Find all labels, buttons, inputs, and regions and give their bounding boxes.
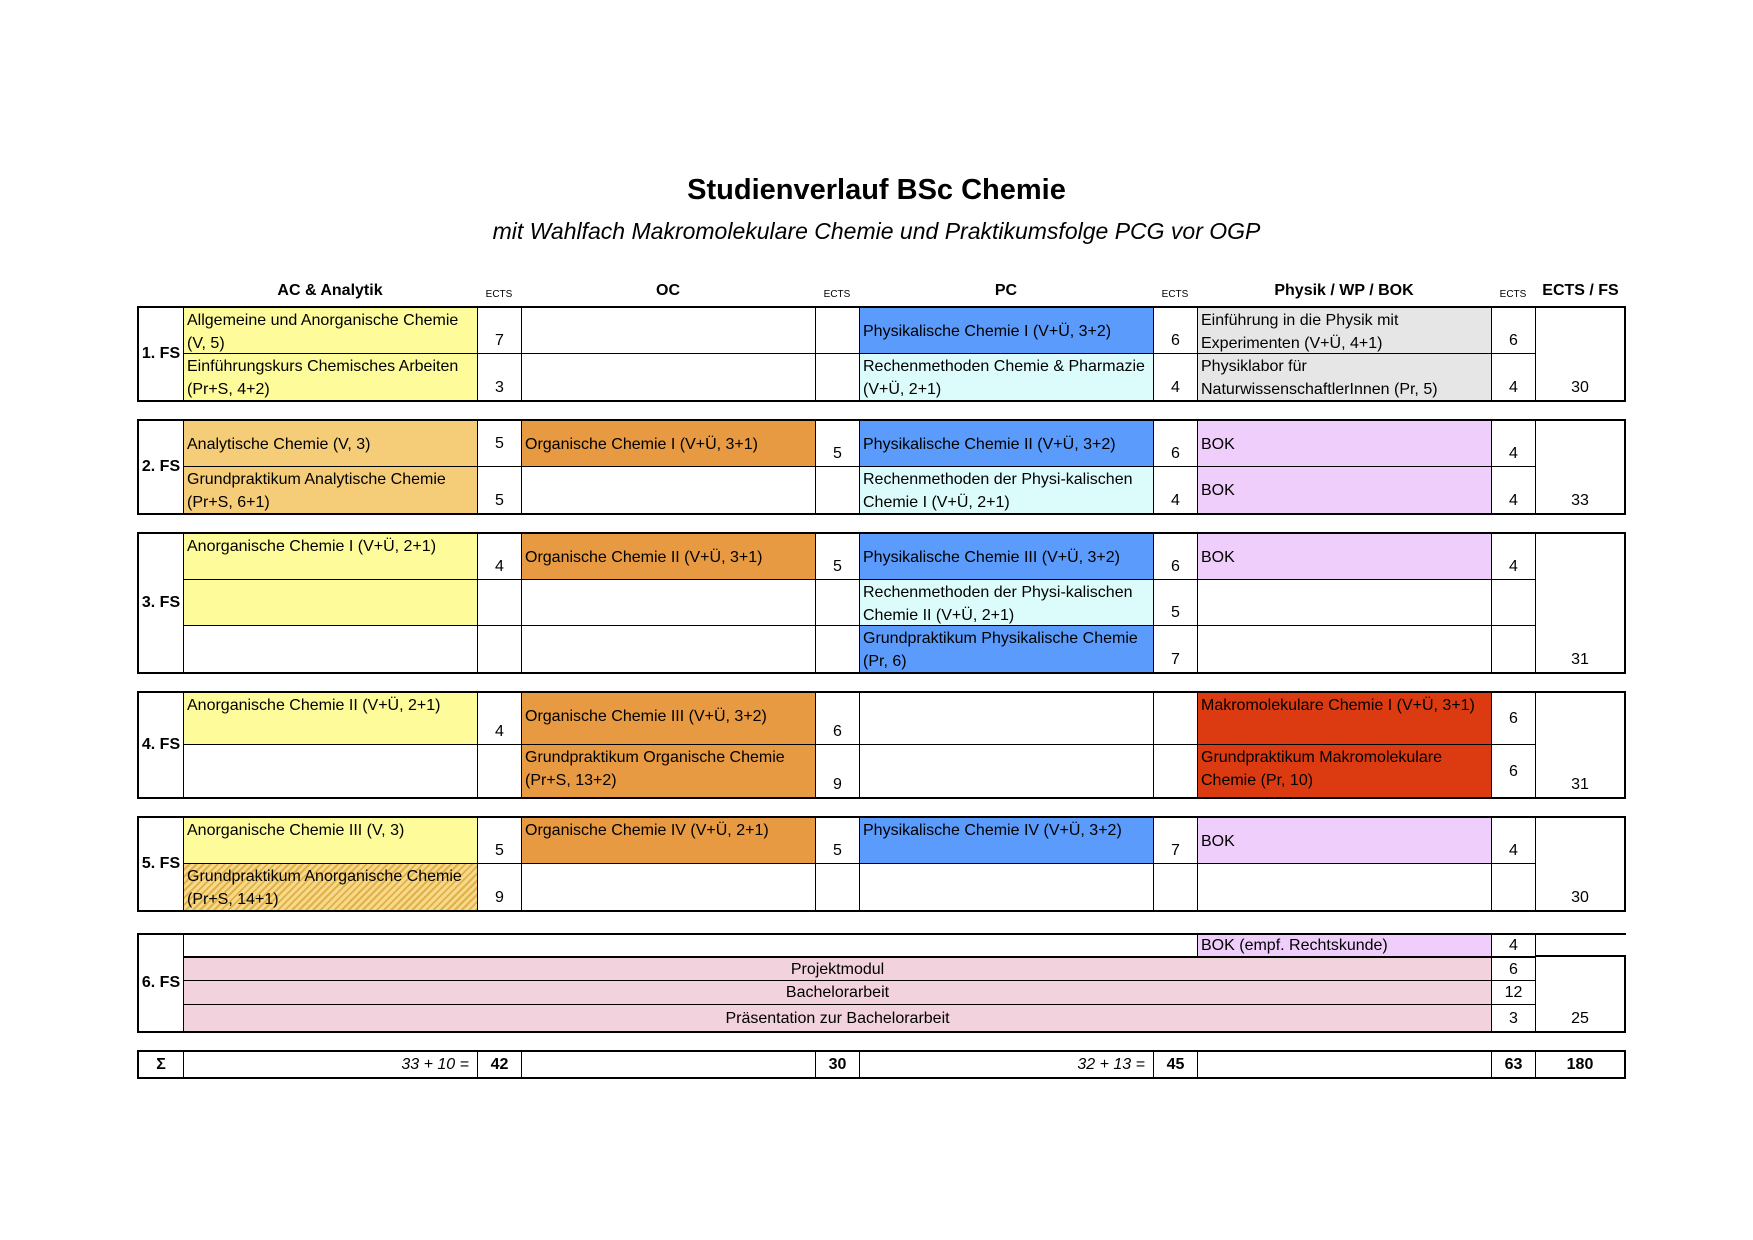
fs1-pc-1: Physikalische Chemie I (V+Ü, 3+2) <box>859 308 1153 354</box>
fs3-ph-3-ects <box>1491 626 1535 672</box>
fs3-ph-1: BOK <box>1197 534 1491 580</box>
header-pc: PC <box>994 282 1018 299</box>
sum-ph: 63 <box>1491 1052 1535 1077</box>
fs4-pc-1-ects <box>1153 693 1197 745</box>
fs6-total: 25 <box>1535 957 1626 1031</box>
fs5-ph-2 <box>1197 864 1491 910</box>
fs1-oc-2 <box>521 354 815 400</box>
fs4-oc-2: Grundpraktikum Organische Chemie (Pr+S, 13+2) <box>521 745 815 797</box>
fs4-ac-1-ects: 4 <box>477 693 521 745</box>
fs4-ac-2 <box>183 745 477 797</box>
fs2-ph-1: BOK <box>1197 421 1491 467</box>
fs1-pc-1-ects: 6 <box>1153 308 1197 354</box>
fs2-total: 33 <box>1535 421 1626 513</box>
fs3-ac-2 <box>183 580 477 626</box>
fs4-oc-2-ects: 9 <box>815 745 859 797</box>
page-subtitle: mit Wahlfach Makromolekulare Chemie und Praktikumsfolge PCG vor OGP <box>492 218 1261 244</box>
fs1-oc-1 <box>521 308 815 354</box>
fs1-ac-1-ects: 7 <box>477 308 521 354</box>
header-ects-ac: ECTS <box>485 289 513 300</box>
fs5-ac-2-ects: 9 <box>477 864 521 910</box>
sum-oc: 30 <box>815 1052 859 1077</box>
header-ects-fs: ECTS / FS <box>1542 282 1619 299</box>
fs2-pc-2: Rechenmethoden der Physi-kalischen Chemie I (V+Ü, 2+1) <box>859 467 1153 513</box>
header-oc: OC <box>656 282 680 299</box>
fs3-pc-2-ects: 5 <box>1153 580 1197 626</box>
fs1-oc-2-ects <box>815 354 859 400</box>
page-title: Studienverlauf BSc Chemie <box>687 174 1066 206</box>
fs5-ph-2-ects <box>1491 864 1535 910</box>
fs2-oc-1: Organische Chemie I (V+Ü, 3+1) <box>521 421 815 467</box>
fs2-ac-1: Analytische Chemie (V, 3) <box>183 421 477 467</box>
header-ects-pc: ECTS <box>1161 289 1189 300</box>
fs4-oc-1: Organische Chemie III (V+Ü, 3+2) <box>521 693 815 745</box>
fs4-ph-1-ects: 6 <box>1491 693 1535 745</box>
fs5-pc-1-ects: 7 <box>1153 818 1197 864</box>
fs6-bachelorarbeit: Bachelorarbeit <box>183 981 1491 1005</box>
fs3-oc-1: Organische Chemie II (V+Ü, 3+1) <box>521 534 815 580</box>
fs2-ac-2: Grundpraktikum Analytische Chemie (Pr+S, 6+1) <box>183 467 477 513</box>
fs2-pc-1: Physikalische Chemie II (V+Ü, 3+2) <box>859 421 1153 467</box>
semester-3-block <box>137 532 1626 674</box>
fs3-ac-3-ects <box>477 626 521 672</box>
fs4-ph-2: Grundpraktikum Makromolekulare Chemie (Pr, 10) <box>1197 745 1491 797</box>
header-physik: Physik / WP / BOK <box>1274 282 1414 299</box>
semester-2-block <box>137 419 1626 515</box>
fs3-oc-1-ects: 5 <box>815 534 859 580</box>
fs2-ph-1-ects: 4 <box>1491 421 1535 467</box>
semester-6-block <box>137 933 1626 1033</box>
fs3-ac-3 <box>183 626 477 672</box>
fs5-total: 30 <box>1535 818 1626 910</box>
fs2-pc-1-ects: 6 <box>1153 421 1197 467</box>
fs1-ph-1: Einführung in die Physik mit Experimenten (V+Ü, 4+1) <box>1197 308 1491 354</box>
sum-total: 180 <box>1535 1052 1626 1077</box>
fs6-empty <box>183 935 1197 957</box>
semester-3-label: 3. FS <box>137 534 183 672</box>
fs4-oc-1-ects: 6 <box>815 693 859 745</box>
fs5-ac-1-ects: 5 <box>477 818 521 864</box>
fs1-ac-2: Einführungskurs Chemisches Arbeiten (Pr+S, 4+2) <box>183 354 477 400</box>
sum-pc: 45 <box>1153 1052 1197 1077</box>
fs2-ac-1-ects: 5 <box>477 421 521 467</box>
fs2-ph-2: BOK <box>1197 467 1491 513</box>
fs3-ph-3 <box>1197 626 1491 672</box>
fs3-pc-2: Rechenmethoden der Physi-kalischen Chemie II (V+Ü, 2+1) <box>859 580 1153 626</box>
sum-pc-formula: 32 + 13 = <box>859 1052 1153 1077</box>
fs3-ph-2-ects <box>1491 580 1535 626</box>
sum-oc-empty <box>521 1052 815 1077</box>
fs4-ac-1: Anorganische Chemie II (V+Ü, 2+1) <box>183 693 477 745</box>
fs6-bachelorarbeit-ects: 12 <box>1491 981 1535 1005</box>
fs6-bok: BOK (empf. Rechtskunde) <box>1197 935 1491 957</box>
fs3-oc-2-ects <box>815 580 859 626</box>
sum-ac: 42 <box>477 1052 521 1077</box>
fs3-oc-3 <box>521 626 815 672</box>
header-ac: AC & Analytik <box>277 282 383 299</box>
fs3-pc-3: Grundpraktikum Physikalische Chemie (Pr, 6) <box>859 626 1153 672</box>
fs2-ph-2-ects: 4 <box>1491 467 1535 513</box>
fs5-pc-2 <box>859 864 1153 910</box>
semester-5-label: 5. FS <box>137 818 183 910</box>
sum-row <box>137 1050 1626 1079</box>
fs6-praesentation-ects: 3 <box>1491 1005 1535 1031</box>
fs1-ph-2: Physiklabor für NaturwissenschaftlerInnen (Pr, 5) <box>1197 354 1491 400</box>
fs5-ph-1: BOK <box>1197 818 1491 864</box>
fs3-ph-2 <box>1197 580 1491 626</box>
semester-1-block <box>137 306 1626 402</box>
fs1-ac-2-ects: 3 <box>477 354 521 400</box>
fs2-oc-1-ects: 5 <box>815 421 859 467</box>
fs1-total: 30 <box>1535 308 1626 400</box>
fs5-oc-2 <box>521 864 815 910</box>
fs1-ph-1-ects: 6 <box>1491 308 1535 354</box>
semester-4-label: 4. FS <box>137 693 183 797</box>
fs1-ac-1: Allgemeine und Anorganische Chemie (V, 5) <box>183 308 477 354</box>
fs3-oc-2 <box>521 580 815 626</box>
fs2-ac-2-ects: 5 <box>477 467 521 513</box>
fs4-pc-2-ects <box>1153 745 1197 797</box>
fs5-oc-2-ects <box>815 864 859 910</box>
semester-4-block <box>137 691 1626 799</box>
fs6-total-top <box>1535 935 1626 957</box>
fs4-ph-1: Makromolekulare Chemie I (V+Ü, 3+1) <box>1197 693 1491 745</box>
fs1-pc-2: Rechenmethoden Chemie & Pharmazie (V+Ü, 2+1) <box>859 354 1153 400</box>
fs3-pc-3-ects: 7 <box>1153 626 1197 672</box>
fs3-total: 31 <box>1535 534 1626 672</box>
fs4-ph-2-ects: 6 <box>1491 745 1535 797</box>
fs4-pc-2 <box>859 745 1153 797</box>
sum-ph-empty <box>1197 1052 1491 1077</box>
fs5-oc-1-ects: 5 <box>815 818 859 864</box>
fs5-ph-1-ects: 4 <box>1491 818 1535 864</box>
fs5-oc-1: Organische Chemie IV (V+Ü, 2+1) <box>521 818 815 864</box>
fs4-ac-2-ects <box>477 745 521 797</box>
fs3-ac-1: Anorganische Chemie I (V+Ü, 2+1) <box>183 534 477 580</box>
fs1-ph-2-ects: 4 <box>1491 354 1535 400</box>
fs5-ac-2: Grundpraktikum Anorganische Chemie (Pr+S, 14+1) <box>183 864 477 910</box>
fs2-pc-2-ects: 4 <box>1153 467 1197 513</box>
fs3-ac-1-ects: 4 <box>477 534 521 580</box>
fs5-pc-1: Physikalische Chemie IV (V+Ü, 3+2) <box>859 818 1153 864</box>
fs3-pc-1: Physikalische Chemie III (V+Ü, 3+2) <box>859 534 1153 580</box>
fs5-ac-1: Anorganische Chemie III (V, 3) <box>183 818 477 864</box>
fs1-pc-2-ects: 4 <box>1153 354 1197 400</box>
header-ects-oc: ECTS <box>823 289 851 300</box>
semester-6-label: 6. FS <box>137 935 183 1031</box>
semester-1-label: 1. FS <box>137 308 183 400</box>
fs4-total: 31 <box>1535 693 1626 797</box>
fs5-pc-2-ects <box>1153 864 1197 910</box>
fs2-oc-2-ects <box>815 467 859 513</box>
semester-2-label: 2. FS <box>137 421 183 513</box>
fs3-ph-1-ects: 4 <box>1491 534 1535 580</box>
fs3-oc-3-ects <box>815 626 859 672</box>
semester-5-block <box>137 816 1626 912</box>
sum-symbol: Σ <box>137 1052 183 1077</box>
fs6-bok-ects: 4 <box>1491 935 1535 957</box>
fs6-projektmodul: Projektmodul <box>183 957 1491 981</box>
fs6-projektmodul-ects: 6 <box>1491 957 1535 981</box>
fs1-oc-1-ects <box>815 308 859 354</box>
header-ects-physik: ECTS <box>1499 289 1527 300</box>
sum-ac-formula: 33 + 10 = <box>183 1052 477 1077</box>
fs6-praesentation: Präsentation zur Bachelorarbeit <box>183 1005 1491 1031</box>
fs3-pc-1-ects: 6 <box>1153 534 1197 580</box>
fs3-ac-2-ects <box>477 580 521 626</box>
fs4-pc-1 <box>859 693 1153 745</box>
fs2-oc-2 <box>521 467 815 513</box>
